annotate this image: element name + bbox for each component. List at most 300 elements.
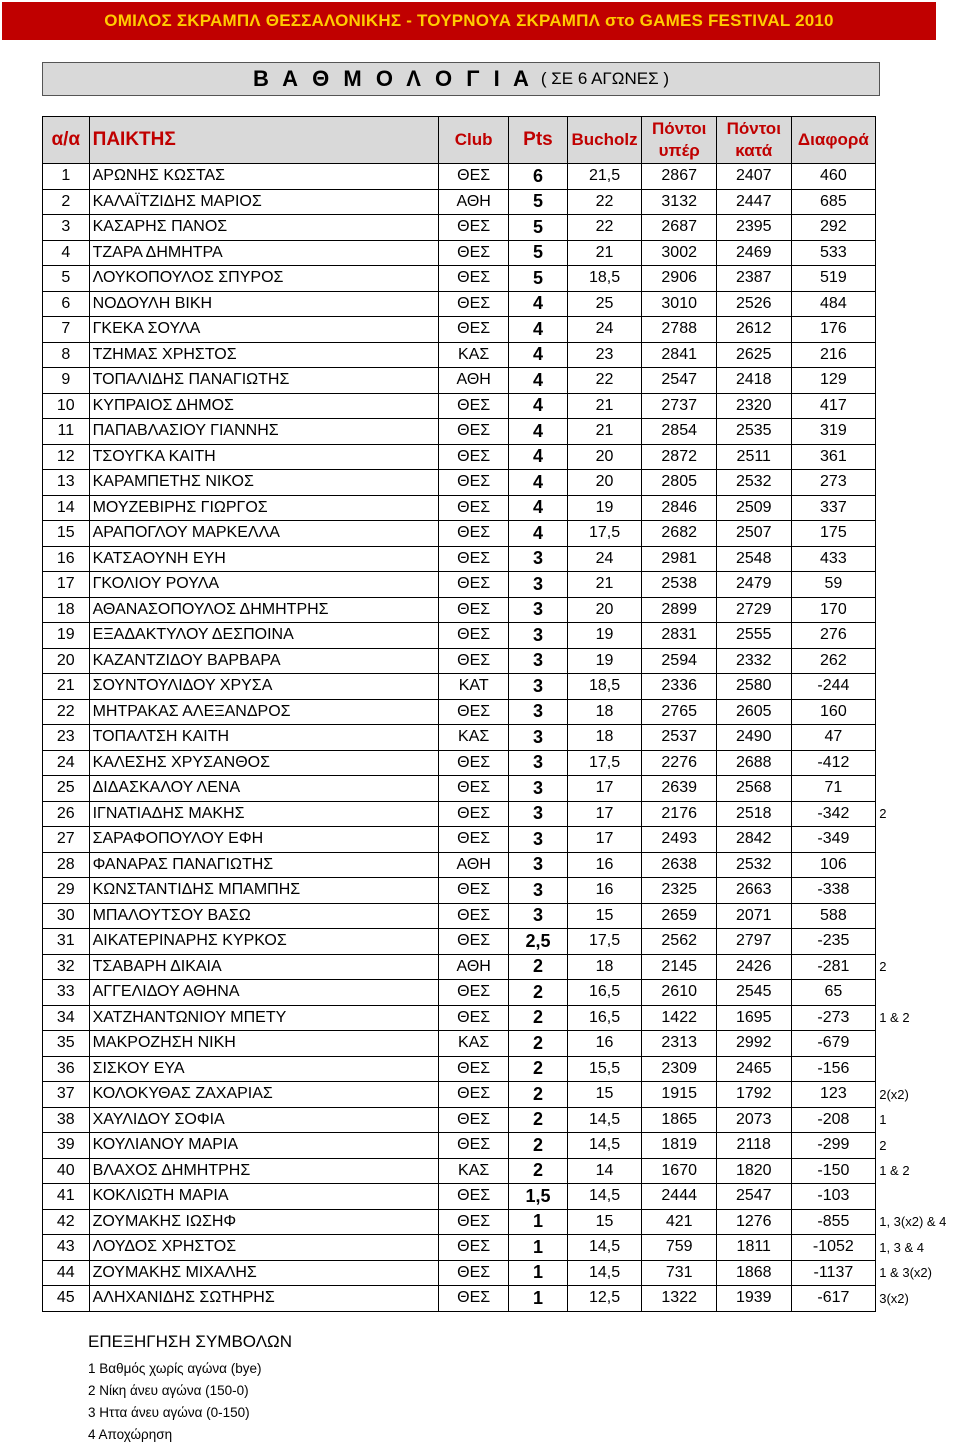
cell-player-name: ΤΖΑΡΑ ΔΗΜΗΤΡΑ xyxy=(89,240,438,266)
cell-difference: 588 xyxy=(791,903,876,929)
cell-club: ΘΕΣ xyxy=(439,470,509,496)
cell-buchholz: 18 xyxy=(567,954,642,980)
cell-points: 4 xyxy=(509,393,567,419)
cell-position: 15 xyxy=(43,521,90,547)
cell-position: 3 xyxy=(43,215,90,241)
table-row xyxy=(43,572,960,598)
cell-buchholz: 17 xyxy=(567,801,642,827)
cell-position: 37 xyxy=(43,1082,90,1108)
cell-points-for: 2493 xyxy=(642,827,717,853)
cell-note xyxy=(876,368,960,394)
cell-points-against: 2555 xyxy=(716,623,791,649)
cell-points-for: 2325 xyxy=(642,878,717,904)
cell-club: ΘΕΣ xyxy=(439,623,509,649)
cell-buchholz: 21,5 xyxy=(567,164,642,190)
cell-points: 2 xyxy=(509,1107,567,1133)
cell-points: 5 xyxy=(509,266,567,292)
cell-position: 41 xyxy=(43,1184,90,1210)
cell-points: 1 xyxy=(509,1235,567,1261)
cell-difference: 460 xyxy=(791,164,876,190)
cell-club: ΘΕΣ xyxy=(439,393,509,419)
standings-title: Β Α Θ Μ Ο Λ Ο Γ Ι Α xyxy=(252,66,533,91)
legend-item: 4 Αποχώρηση xyxy=(88,1427,173,1442)
cell-difference: -679 xyxy=(791,1031,876,1057)
cell-points-for: 2562 xyxy=(642,929,717,955)
cell-points-for: 759 xyxy=(642,1235,717,1261)
cell-note xyxy=(876,903,960,929)
cell-club: ΘΕΣ xyxy=(439,317,509,343)
cell-player-name: ΚΑΤΣΑΟΥΝΗ ΕΥΗ xyxy=(89,546,438,572)
cell-player-name: ΚΑΖΑΝΤΖΙΔΟΥ ΒΑΡΒΑΡΑ xyxy=(89,648,438,674)
cell-points-against: 2992 xyxy=(716,1031,791,1057)
cell-points-against: 2418 xyxy=(716,368,791,394)
cell-difference: -1137 xyxy=(791,1260,876,1286)
cell-points: 4 xyxy=(509,495,567,521)
cell-points-against: 1276 xyxy=(716,1209,791,1235)
cell-note xyxy=(876,623,960,649)
cell-buchholz: 18 xyxy=(567,699,642,725)
cell-points-against: 2509 xyxy=(716,495,791,521)
cell-buchholz: 18,5 xyxy=(567,674,642,700)
cell-points-against: 2511 xyxy=(716,444,791,470)
cell-position: 34 xyxy=(43,1005,90,1031)
cell-buchholz: 16 xyxy=(567,852,642,878)
cell-points-for: 1670 xyxy=(642,1158,717,1184)
cell-points: 3 xyxy=(509,852,567,878)
cell-points-for: 2846 xyxy=(642,495,717,521)
cell-player-name: ΑΡΑΠΟΓΛΟΥ ΜΑΡΚΕΛΛΑ xyxy=(89,521,438,547)
header-player: ΠΑΙΚΤΗΣ xyxy=(89,117,438,164)
cell-position: 1 xyxy=(43,164,90,190)
cell-club: ΘΕΣ xyxy=(439,597,509,623)
cell-note: 2 xyxy=(879,806,887,822)
cell-points-against: 1820 xyxy=(716,1158,791,1184)
cell-player-name: ΝΟΔΟΥΛΗ ΒΙΚΗ xyxy=(89,291,438,317)
cell-position: 35 xyxy=(43,1031,90,1057)
cell-note xyxy=(876,852,960,878)
cell-club: ΘΕΣ xyxy=(439,521,509,547)
cell-buchholz: 21 xyxy=(567,393,642,419)
cell-player-name: ΙΓΝΑΤΙΑΔΗΣ ΜΑΚΗΣ xyxy=(89,801,438,827)
cell-points-for: 2906 xyxy=(642,266,717,292)
cell-buchholz: 16 xyxy=(567,1031,642,1057)
cell-club: ΘΕΣ xyxy=(439,1133,509,1159)
cell-points: 4 xyxy=(509,368,567,394)
cell-difference: -412 xyxy=(791,750,876,776)
cell-position: 22 xyxy=(43,699,90,725)
cell-difference: 361 xyxy=(791,444,876,470)
cell-points-against: 2625 xyxy=(716,342,791,368)
cell-player-name: ΤΟΠΑΛΤΣΗ ΚΑΙΤΗ xyxy=(89,725,438,751)
table-row xyxy=(43,852,960,878)
cell-buchholz: 14,5 xyxy=(567,1235,642,1261)
cell-points-for: 1322 xyxy=(642,1286,717,1312)
table-row xyxy=(43,674,960,700)
cell-position: 39 xyxy=(43,1133,90,1159)
cell-club: ΘΕΣ xyxy=(439,699,509,725)
cell-club: ΘΕΣ xyxy=(439,164,509,190)
cell-points-for: 1915 xyxy=(642,1082,717,1108)
cell-position: 19 xyxy=(43,623,90,649)
cell-points: 3 xyxy=(509,750,567,776)
table-row xyxy=(43,750,960,776)
cell-position: 17 xyxy=(43,572,90,598)
cell-club: ΘΕΣ xyxy=(439,546,509,572)
header-position: α/α xyxy=(43,117,90,164)
cell-points-against: 1792 xyxy=(716,1082,791,1108)
cell-position: 21 xyxy=(43,674,90,700)
cell-player-name: ΣΟΥΝΤΟΥΛΙΔΟΥ ΧΡΥΣΑ xyxy=(89,674,438,700)
standings-body xyxy=(43,164,960,1312)
cell-note: 1 & 2 xyxy=(879,1163,910,1179)
header-buchholz: Bucholz xyxy=(567,117,642,164)
cell-difference: 216 xyxy=(791,342,876,368)
cell-points-against: 2469 xyxy=(716,240,791,266)
cell-note xyxy=(876,215,960,241)
cell-player-name: ΛΟΥΚΟΠΟΥΛΟΣ ΣΠΥΡΟΣ xyxy=(89,266,438,292)
cell-difference: -342 xyxy=(791,801,876,827)
cell-points-against: 2532 xyxy=(716,852,791,878)
cell-points: 3 xyxy=(509,801,567,827)
cell-buchholz: 14,5 xyxy=(567,1107,642,1133)
cell-note: 1 & 2 xyxy=(879,1010,910,1026)
cell-difference: 176 xyxy=(791,317,876,343)
cell-points: 4 xyxy=(509,291,567,317)
cell-points-against: 1868 xyxy=(716,1260,791,1286)
cell-points: 1,5 xyxy=(509,1184,567,1210)
header-points: Pts xyxy=(509,117,567,164)
cell-position: 20 xyxy=(43,648,90,674)
table-header-row xyxy=(43,117,960,164)
cell-player-name: ΛΟΥΔΟΣ ΧΡΗΣΤΟΣ xyxy=(89,1235,438,1261)
cell-player-name: ΖΟΥΜΑΚΗΣ ΜΙΧΑΛΗΣ xyxy=(89,1260,438,1286)
table-row xyxy=(43,1031,960,1057)
table-row xyxy=(43,521,960,547)
cell-points: 3 xyxy=(509,725,567,751)
cell-club: ΘΕΣ xyxy=(439,878,509,904)
cell-points-against: 2535 xyxy=(716,419,791,445)
table-row xyxy=(43,827,960,853)
cell-position: 7 xyxy=(43,317,90,343)
cell-difference: 417 xyxy=(791,393,876,419)
cell-points: 3 xyxy=(509,597,567,623)
cell-player-name: ΜΑΚΡΟΖΗΣΗ ΝΙΚΗ xyxy=(89,1031,438,1057)
cell-note xyxy=(876,725,960,751)
cell-position: 14 xyxy=(43,495,90,521)
cell-note xyxy=(876,1031,960,1057)
cell-buchholz: 14,5 xyxy=(567,1260,642,1286)
table-row xyxy=(43,878,960,904)
cell-position: 27 xyxy=(43,827,90,853)
cell-buchholz: 17,5 xyxy=(567,750,642,776)
header-points-for-line2: υπέρ xyxy=(658,141,700,160)
cell-note xyxy=(876,750,960,776)
cell-points: 4 xyxy=(509,317,567,343)
cell-points-against: 2426 xyxy=(716,954,791,980)
cell-note xyxy=(876,827,960,853)
cell-position: 11 xyxy=(43,419,90,445)
cell-points-against: 2395 xyxy=(716,215,791,241)
cell-player-name: ΒΛΑΧΟΣ ΔΗΜΗΤΡΗΣ xyxy=(89,1158,438,1184)
cell-difference: 160 xyxy=(791,699,876,725)
cell-position: 5 xyxy=(43,266,90,292)
cell-club: ΘΕΣ xyxy=(439,1082,509,1108)
header-points-for xyxy=(642,117,717,164)
cell-points-for: 3002 xyxy=(642,240,717,266)
cell-note xyxy=(876,648,960,674)
cell-points-against: 2073 xyxy=(716,1107,791,1133)
cell-difference: -208 xyxy=(791,1107,876,1133)
cell-buchholz: 15 xyxy=(567,903,642,929)
cell-buchholz: 15,5 xyxy=(567,1056,642,1082)
cell-points: 3 xyxy=(509,648,567,674)
cell-difference: -281 xyxy=(791,954,876,980)
cell-points: 3 xyxy=(509,903,567,929)
cell-club: ΘΕΣ xyxy=(439,419,509,445)
cell-points-against: 2688 xyxy=(716,750,791,776)
cell-points-for: 2145 xyxy=(642,954,717,980)
cell-club: ΑΘΗ xyxy=(439,189,509,215)
cell-note: 1 xyxy=(879,1112,887,1128)
cell-difference: 433 xyxy=(791,546,876,572)
cell-points: 3 xyxy=(509,546,567,572)
table-row xyxy=(43,623,960,649)
cell-points-against: 2547 xyxy=(716,1184,791,1210)
cell-points: 3 xyxy=(509,776,567,802)
cell-buchholz: 15 xyxy=(567,1209,642,1235)
cell-points-for: 1819 xyxy=(642,1133,717,1159)
cell-buchholz: 19 xyxy=(567,623,642,649)
cell-buchholz: 22 xyxy=(567,215,642,241)
cell-difference: 292 xyxy=(791,215,876,241)
cell-player-name: ΔΙΔΑΣΚΑΛΟΥ ΛΕΝΑ xyxy=(89,776,438,802)
cell-difference: 319 xyxy=(791,419,876,445)
cell-buchholz: 21 xyxy=(567,240,642,266)
cell-points-for: 2639 xyxy=(642,776,717,802)
cell-player-name: ΣΑΡΑΦΟΠΟΥΛΟΥ ΕΦΗ xyxy=(89,827,438,853)
cell-points-for: 2841 xyxy=(642,342,717,368)
cell-note xyxy=(876,189,960,215)
cell-difference: 65 xyxy=(791,980,876,1006)
cell-note xyxy=(876,291,960,317)
cell-points-for: 2737 xyxy=(642,393,717,419)
cell-club: ΚΑΣ xyxy=(439,342,509,368)
cell-position: 29 xyxy=(43,878,90,904)
cell-note xyxy=(876,776,960,802)
cell-buchholz: 16 xyxy=(567,878,642,904)
cell-buchholz: 20 xyxy=(567,444,642,470)
cell-club: ΘΕΣ xyxy=(439,266,509,292)
cell-points: 1 xyxy=(509,1209,567,1235)
standings-subtitle: ( ΣΕ 6 ΑΓΩΝΕΣ ) xyxy=(540,69,670,88)
cell-points: 2 xyxy=(509,954,567,980)
cell-position: 42 xyxy=(43,1209,90,1235)
cell-points-against: 2320 xyxy=(716,393,791,419)
cell-club: ΑΘΗ xyxy=(439,954,509,980)
cell-club: ΘΕΣ xyxy=(439,801,509,827)
cell-note xyxy=(876,929,960,955)
cell-club: ΘΕΣ xyxy=(439,648,509,674)
cell-buchholz: 24 xyxy=(567,546,642,572)
cell-position: 30 xyxy=(43,903,90,929)
table-row xyxy=(43,444,960,470)
cell-player-name: ΦΑΝΑΡΑΣ ΠΑΝΑΓΙΩΤΗΣ xyxy=(89,852,438,878)
cell-note: 1 & 3(x2) xyxy=(879,1265,932,1281)
cell-club: ΘΕΣ xyxy=(439,1286,509,1312)
table-row xyxy=(43,368,960,394)
cell-note xyxy=(876,444,960,470)
table-row xyxy=(43,980,960,1006)
legend-item: 2 Νίκη άνευ αγώνα (150-0) xyxy=(88,1383,249,1398)
header-points-against-line2: κατά xyxy=(735,141,773,160)
cell-note xyxy=(876,419,960,445)
cell-club: ΚΑΣ xyxy=(439,1031,509,1057)
cell-note xyxy=(876,317,960,343)
cell-points-against: 1695 xyxy=(716,1005,791,1031)
cell-player-name: ΑΓΓΕΛΙΔΟΥ ΑΘΗΝΑ xyxy=(89,980,438,1006)
cell-points: 3 xyxy=(509,699,567,725)
table-row xyxy=(43,419,960,445)
cell-points-against: 1811 xyxy=(716,1235,791,1261)
cell-player-name: ΚΩΝΣΤΑΝΤΙΔΗΣ ΜΠΑΜΠΗΣ xyxy=(89,878,438,904)
cell-points: 1 xyxy=(509,1260,567,1286)
cell-points-for: 2765 xyxy=(642,699,717,725)
cell-club: ΘΕΣ xyxy=(439,291,509,317)
cell-club: ΘΕΣ xyxy=(439,1107,509,1133)
table-row xyxy=(43,1158,960,1184)
table-row xyxy=(43,1184,960,1210)
cell-points-for: 2610 xyxy=(642,980,717,1006)
cell-position: 4 xyxy=(43,240,90,266)
cell-points-against: 2407 xyxy=(716,164,791,190)
legend-item: 3 Ηττα άνευ αγώνα (0-150) xyxy=(88,1405,250,1420)
table-row xyxy=(43,1005,960,1031)
legend-title: ΕΠΕΞΗΓΗΣΗ ΣΥΜΒΟΛΩΝ xyxy=(88,1332,293,1351)
cell-points-for: 3132 xyxy=(642,189,717,215)
cell-points-for: 2444 xyxy=(642,1184,717,1210)
cell-club: ΘΕΣ xyxy=(439,929,509,955)
cell-player-name: ΑΙΚΑΤΕΡΙΝΑΡΗΣ ΚΥΡΚΟΣ xyxy=(89,929,438,955)
cell-points-against: 2526 xyxy=(716,291,791,317)
cell-club: ΘΕΣ xyxy=(439,495,509,521)
table-row xyxy=(43,699,960,725)
cell-note xyxy=(876,1056,960,1082)
cell-position: 18 xyxy=(43,597,90,623)
cell-player-name: ΜΠΑΛΟΥΤΣΟΥ ΒΑΣΩ xyxy=(89,903,438,929)
cell-buchholz: 21 xyxy=(567,572,642,598)
header-points-against-line1: Πόντοι xyxy=(726,119,781,138)
cell-points: 2 xyxy=(509,1005,567,1031)
cell-buchholz: 17,5 xyxy=(567,929,642,955)
cell-points-for: 421 xyxy=(642,1209,717,1235)
table-row xyxy=(43,1286,960,1312)
cell-points-for: 2805 xyxy=(642,470,717,496)
standings-table xyxy=(42,116,960,1312)
cell-points-for: 2867 xyxy=(642,164,717,190)
cell-note xyxy=(876,546,960,572)
cell-club: ΘΕΣ xyxy=(439,750,509,776)
cell-points-against: 2663 xyxy=(716,878,791,904)
cell-club: ΘΕΣ xyxy=(439,215,509,241)
cell-points-against: 2568 xyxy=(716,776,791,802)
cell-points-for: 2594 xyxy=(642,648,717,674)
cell-note xyxy=(876,470,960,496)
cell-points: 2 xyxy=(509,1082,567,1108)
cell-position: 44 xyxy=(43,1260,90,1286)
cell-buchholz: 20 xyxy=(567,470,642,496)
cell-points: 3 xyxy=(509,827,567,853)
cell-difference: 533 xyxy=(791,240,876,266)
table-row xyxy=(43,317,960,343)
cell-position: 6 xyxy=(43,291,90,317)
cell-points-for: 2336 xyxy=(642,674,717,700)
cell-points: 3 xyxy=(509,674,567,700)
cell-position: 2 xyxy=(43,189,90,215)
cell-difference: -103 xyxy=(791,1184,876,1210)
cell-club: ΚΑΣ xyxy=(439,725,509,751)
cell-position: 9 xyxy=(43,368,90,394)
cell-club: ΘΕΣ xyxy=(439,1184,509,1210)
cell-points-against: 2580 xyxy=(716,674,791,700)
cell-difference: 484 xyxy=(791,291,876,317)
cell-points-against: 2447 xyxy=(716,189,791,215)
cell-points: 6 xyxy=(509,164,567,190)
cell-points-against: 1939 xyxy=(716,1286,791,1312)
cell-player-name: ΑΛΗΧΑΝΙΔΗΣ ΣΩΤΗΡΗΣ xyxy=(89,1286,438,1312)
cell-points: 4 xyxy=(509,419,567,445)
cell-points-for: 2682 xyxy=(642,521,717,547)
cell-points: 2 xyxy=(509,1158,567,1184)
table-row xyxy=(43,495,960,521)
cell-buchholz: 22 xyxy=(567,189,642,215)
cell-player-name: ΓΚΕΚΑ ΣΟΥΛΑ xyxy=(89,317,438,343)
table-row xyxy=(43,801,960,827)
cell-difference: -617 xyxy=(791,1286,876,1312)
cell-buchholz: 18,5 xyxy=(567,266,642,292)
cell-points-against: 2612 xyxy=(716,317,791,343)
cell-note: 2(x2) xyxy=(879,1086,909,1102)
cell-player-name: ΤΟΠΑΛΙΔΗΣ ΠΑΝΑΓΙΩΤΗΣ xyxy=(89,368,438,394)
cell-points-against: 2118 xyxy=(716,1133,791,1159)
cell-note: 2 xyxy=(879,959,887,975)
table-row xyxy=(43,1235,960,1261)
cell-club: ΘΕΣ xyxy=(439,240,509,266)
cell-player-name: ΚΟΚΛΙΩΤΗ ΜΑΡΙΑ xyxy=(89,1184,438,1210)
cell-points-against: 2797 xyxy=(716,929,791,955)
cell-club: ΘΕΣ xyxy=(439,903,509,929)
table-row xyxy=(43,776,960,802)
cell-player-name: ΓΚΟΛΙΟΥ ΡΟΥΛΑ xyxy=(89,572,438,598)
cell-difference: -273 xyxy=(791,1005,876,1031)
cell-points: 3 xyxy=(509,878,567,904)
table-row xyxy=(43,903,960,929)
cell-buchholz: 25 xyxy=(567,291,642,317)
table-row xyxy=(43,1082,960,1108)
cell-position: 24 xyxy=(43,750,90,776)
cell-difference: 170 xyxy=(791,597,876,623)
cell-note xyxy=(876,674,960,700)
cell-buchholz: 16,5 xyxy=(567,1005,642,1031)
table-row xyxy=(43,240,960,266)
cell-points-for: 2831 xyxy=(642,623,717,649)
cell-club: ΚΑΤ xyxy=(439,674,509,700)
cell-player-name: ΚΥΠΡΑΙΟΣ ΔΗΜΟΣ xyxy=(89,393,438,419)
cell-position: 16 xyxy=(43,546,90,572)
cell-note xyxy=(876,495,960,521)
cell-note xyxy=(876,521,960,547)
cell-points-for: 2276 xyxy=(642,750,717,776)
cell-player-name: ΧΑΤΖΗΑΝΤΩΝΙΟΥ ΜΠΕΤΥ xyxy=(89,1005,438,1031)
